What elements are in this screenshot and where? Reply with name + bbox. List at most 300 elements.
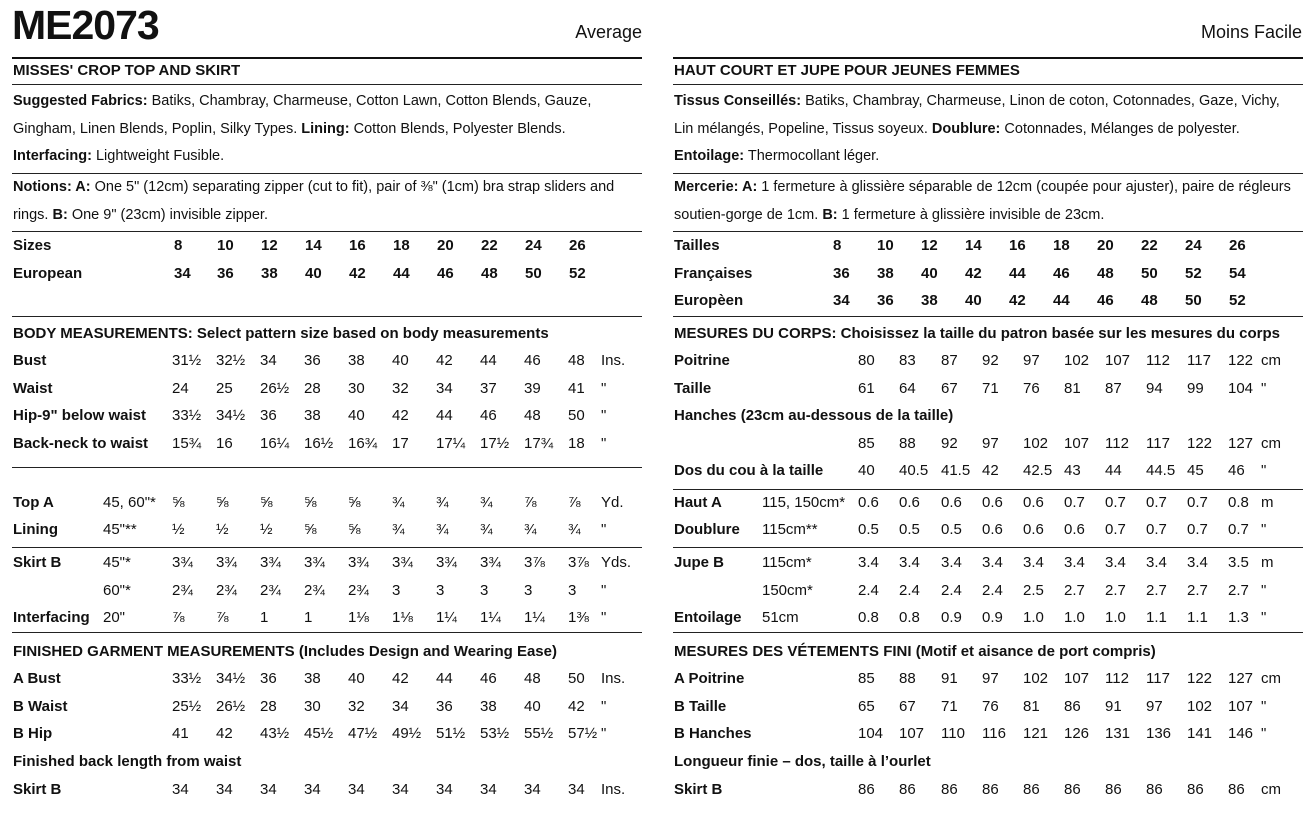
body-cell: 38 bbox=[348, 352, 365, 369]
back-neck-unit: " bbox=[1261, 462, 1267, 479]
notions-fr: Mercerie: A: 1 fermeture à glissière séparable de 12cm (coupée pour ajuster), paire de régleurs soutien-gorge de 1cm. B: 1 fermeture à glissière invisible de 23cm. bbox=[674, 179, 1291, 223]
finished-cell: 141 bbox=[1187, 725, 1213, 742]
body-cell: 34 bbox=[260, 352, 277, 369]
finished-cell: 38 bbox=[304, 670, 321, 687]
size-cell: 12 bbox=[921, 237, 938, 254]
finished-cell: 81 bbox=[1023, 698, 1040, 715]
european-row-label: Europèen bbox=[674, 292, 744, 309]
size-row-label: Sizes bbox=[13, 237, 52, 254]
body-row-label: Bust bbox=[13, 352, 47, 369]
finished-cell: 40 bbox=[524, 698, 541, 715]
finished-cell: 51½ bbox=[436, 725, 466, 742]
yardage-unit: " bbox=[601, 609, 607, 626]
francaises-cell: 42 bbox=[965, 265, 982, 282]
size-cell: 24 bbox=[1185, 237, 1202, 254]
body-cell: 28 bbox=[304, 380, 321, 397]
yardage-cell: ¾ bbox=[436, 494, 449, 511]
finished-row-label: A Bust bbox=[13, 670, 61, 687]
european-cell: 48 bbox=[481, 265, 498, 282]
finished-cell: 49½ bbox=[392, 725, 422, 742]
yardage-cell: 2¾ bbox=[260, 582, 281, 599]
yardage-cell: 1⅛ bbox=[348, 609, 369, 626]
back-length-cell: 34 bbox=[392, 781, 409, 798]
fabrics-en: Suggested Fabrics: Batiks, Chambray, Charmeuse, Cotton Lawn, Cotton Blends, Gauze, Gingham, Linen Blends, Poplin, Silky Types. Lining: Cotton Blends, Polyester Blends. Interfacing: Lightweight Fusible. bbox=[13, 93, 592, 164]
back-length-cell: 86 bbox=[1023, 781, 1040, 798]
body-row-label: Hip-9" below waist bbox=[13, 407, 146, 424]
size-cell: 26 bbox=[1229, 237, 1246, 254]
yardage-cell: ⅞ bbox=[524, 494, 537, 511]
body-cell: 48 bbox=[568, 352, 585, 369]
yardage-cell: ⅝ bbox=[172, 494, 185, 511]
yardage-row-label: Top A bbox=[13, 494, 54, 511]
yardage-cell: 0.6 bbox=[1064, 521, 1085, 538]
francaises-cell: 38 bbox=[877, 265, 894, 282]
finished-cell: 107 bbox=[1064, 670, 1090, 687]
yardage-cell: ½ bbox=[260, 521, 273, 538]
finished-cell: 116 bbox=[982, 725, 1006, 742]
yardage-cell: 0.7 bbox=[1228, 521, 1249, 538]
finished-cell: 146 bbox=[1228, 725, 1254, 742]
body-cell: 71 bbox=[982, 380, 999, 397]
finished-cell: 65 bbox=[858, 698, 875, 715]
yardage-cell: 1.0 bbox=[1023, 609, 1044, 626]
back-neck-cell: 44.5 bbox=[1146, 462, 1176, 479]
finished-cell: 34 bbox=[392, 698, 409, 715]
finished-row-label: B Waist bbox=[13, 698, 68, 715]
size-cell: 18 bbox=[393, 237, 410, 254]
body-cell: 41 bbox=[568, 380, 585, 397]
finished-row-label: B Taille bbox=[674, 698, 727, 715]
yardage-cell: ⅝ bbox=[348, 494, 361, 511]
yardage-fabric-width: 20" bbox=[103, 609, 126, 626]
yardage-cell: ¾ bbox=[524, 521, 537, 538]
european-cell: 34 bbox=[833, 292, 850, 309]
body-cell: 44 bbox=[436, 407, 453, 424]
finished-cell: 36 bbox=[260, 670, 277, 687]
yardage-cell: 3.4 bbox=[1105, 554, 1126, 571]
european-cell: 48 bbox=[1141, 292, 1158, 309]
size-row-label: Tailles bbox=[674, 237, 720, 254]
difficulty-en: Average bbox=[575, 22, 642, 42]
yardage-row-label: Skirt B bbox=[13, 554, 62, 571]
yardage-cell: 2.4 bbox=[899, 582, 920, 599]
yardage-cell: 0.7 bbox=[1187, 494, 1208, 511]
yardage-cell: ⅞ bbox=[568, 494, 581, 511]
finished-cell: 26½ bbox=[216, 698, 246, 715]
yardage-cell: ¾ bbox=[480, 521, 493, 538]
size-cell: 26 bbox=[569, 237, 586, 254]
yardage-cell: ⅝ bbox=[304, 521, 317, 538]
body-cell: 26½ bbox=[260, 380, 290, 397]
finished-cell: 110 bbox=[941, 725, 965, 742]
finished-unit: cm bbox=[1261, 670, 1281, 687]
yardage-fabric-width: 115cm** bbox=[762, 521, 818, 538]
yardage-cell: 0.6 bbox=[1023, 521, 1044, 538]
yardage-cell: ¾ bbox=[480, 494, 493, 511]
back-neck-cell: 40.5 bbox=[899, 462, 929, 479]
yardage-cell: ⅝ bbox=[216, 494, 229, 511]
european-cell: 40 bbox=[965, 292, 982, 309]
yardage-fabric-width: 115cm* bbox=[762, 554, 812, 571]
european-cell: 36 bbox=[877, 292, 894, 309]
hip-label: Hanches (23cm au-dessous de la taille) bbox=[674, 407, 954, 424]
hip-cell: 97 bbox=[982, 435, 999, 452]
yardage-cell: 0.6 bbox=[858, 494, 879, 511]
yardage-cell: 0.6 bbox=[982, 521, 1003, 538]
body-cell: 15¾ bbox=[172, 435, 202, 452]
yardage-cell: 2.7 bbox=[1146, 582, 1167, 599]
european-cell: 52 bbox=[1229, 292, 1246, 309]
yardage-fabric-width: 45, 60"* bbox=[103, 494, 156, 511]
notions-en: Notions: A: One 5" (12cm) separating zipper (cut to fit), pair of ⅜" (1cm) bra strap sliders and rings. B: One 9" (23cm) invisible zipper. bbox=[13, 179, 615, 223]
yardage-cell: ½ bbox=[216, 521, 229, 538]
yardage-cell: ¾ bbox=[392, 494, 405, 511]
finished-cell: 97 bbox=[1146, 698, 1163, 715]
yardage-cell: 1⅛ bbox=[392, 609, 413, 626]
finished-cell: 40 bbox=[348, 670, 365, 687]
back-length-cell: 34 bbox=[436, 781, 453, 798]
body-cell: 122 bbox=[1228, 352, 1254, 369]
body-row-label: Back-neck to waist bbox=[13, 435, 149, 452]
yardage-cell: 1¼ bbox=[524, 609, 545, 626]
body-cell: 67 bbox=[941, 380, 958, 397]
size-cell: 20 bbox=[1097, 237, 1114, 254]
yardage-cell: 2.7 bbox=[1105, 582, 1126, 599]
body-cell: 46 bbox=[480, 407, 497, 424]
finished-cell: 42 bbox=[216, 725, 233, 742]
finished-cell: 32 bbox=[348, 698, 365, 715]
finished-cell: 34½ bbox=[216, 670, 246, 687]
yardage-cell: 2¾ bbox=[348, 582, 369, 599]
francaises-cell: 36 bbox=[833, 265, 850, 282]
yardage-cell: 0.8 bbox=[1228, 494, 1249, 511]
yardage-fabric-width: 150cm* bbox=[762, 582, 813, 599]
body-cell: 17¼ bbox=[436, 435, 466, 452]
hip-cell: 107 bbox=[1064, 435, 1090, 452]
body-cell: 107 bbox=[1105, 352, 1131, 369]
yardage-cell: 0.6 bbox=[1023, 494, 1044, 511]
size-cell: 14 bbox=[965, 237, 982, 254]
finished-unit: " bbox=[601, 698, 607, 715]
body-cell: 36 bbox=[304, 352, 321, 369]
yardage-cell: 0.6 bbox=[982, 494, 1003, 511]
body-cell: 80 bbox=[858, 352, 875, 369]
yardage-cell: 0.7 bbox=[1146, 494, 1167, 511]
francaises-cell: 44 bbox=[1009, 265, 1026, 282]
body-cell: 42 bbox=[436, 352, 453, 369]
yardage-cell: 0.5 bbox=[941, 521, 962, 538]
european-cell: 38 bbox=[261, 265, 278, 282]
finished-row-label: B Hip bbox=[13, 725, 53, 742]
body-title-en: BODY MEASUREMENTS: Select pattern size based on body measurements bbox=[13, 325, 549, 342]
body-cell: 99 bbox=[1187, 380, 1204, 397]
finished-cell: 30 bbox=[304, 698, 321, 715]
finished-row-label: A Poitrine bbox=[674, 670, 745, 687]
yardage-fabric-width: 45"* bbox=[103, 554, 131, 571]
finished-cell: 25½ bbox=[172, 698, 202, 715]
back-length-cell: 34 bbox=[172, 781, 189, 798]
body-cell: 17 bbox=[392, 435, 409, 452]
yardage-cell: ⅞ bbox=[216, 609, 229, 626]
yardage-cell: ⅝ bbox=[304, 494, 317, 511]
yardage-cell: 3¾ bbox=[392, 554, 413, 571]
hip-cell: 85 bbox=[858, 435, 875, 452]
body-cell: 97 bbox=[1023, 352, 1040, 369]
finished-cell: 117 bbox=[1146, 670, 1170, 687]
yardage-cell: 1 bbox=[260, 609, 269, 626]
yardage-cell: ⅞ bbox=[172, 609, 185, 626]
body-cell: 42 bbox=[392, 407, 409, 424]
francaises-cell: 54 bbox=[1229, 265, 1246, 282]
yardage-cell: 3.4 bbox=[858, 554, 879, 571]
finished-cell: 57½ bbox=[568, 725, 598, 742]
finished-cell: 42 bbox=[568, 698, 585, 715]
size-cell: 10 bbox=[217, 237, 234, 254]
yardage-fabric-width: 60"* bbox=[103, 582, 131, 599]
body-cell: 16¼ bbox=[260, 435, 290, 452]
back-length-cell: 86 bbox=[1228, 781, 1245, 798]
yardage-cell: 3.4 bbox=[941, 554, 962, 571]
finished-cell: 48 bbox=[524, 670, 541, 687]
size-cell: 16 bbox=[1009, 237, 1026, 254]
back-neck-cell: 42 bbox=[982, 462, 999, 479]
back-neck-cell: 41.5 bbox=[941, 462, 971, 479]
hip-cell: 92 bbox=[941, 435, 958, 452]
title-en: MISSES' CROP TOP AND SKIRT bbox=[13, 62, 241, 79]
back-length-unit: Ins. bbox=[601, 781, 626, 798]
yardage-cell: 1.3 bbox=[1228, 609, 1249, 626]
finished-cell: 102 bbox=[1187, 698, 1213, 715]
body-row-label: Waist bbox=[13, 380, 53, 397]
finished-cell: 50 bbox=[568, 670, 585, 687]
yardage-cell: 1¼ bbox=[436, 609, 457, 626]
body-cell: 81 bbox=[1064, 380, 1081, 397]
body-unit: " bbox=[601, 380, 607, 397]
body-cell: 16½ bbox=[304, 435, 334, 452]
yardage-cell: 2.4 bbox=[982, 582, 1003, 599]
yardage-cell: 1.1 bbox=[1187, 609, 1208, 626]
body-cell: 34 bbox=[436, 380, 453, 397]
hip-cell: 122 bbox=[1187, 435, 1213, 452]
european-cell: 40 bbox=[305, 265, 322, 282]
yardage-cell: 2.4 bbox=[858, 582, 879, 599]
finished-cell: 46 bbox=[480, 670, 497, 687]
yardage-cell: 2¾ bbox=[304, 582, 325, 599]
back-length-cell: 34 bbox=[480, 781, 497, 798]
yardage-cell: 3.4 bbox=[1187, 554, 1208, 571]
yardage-cell: 2¾ bbox=[172, 582, 193, 599]
body-cell: 46 bbox=[524, 352, 541, 369]
finished-cell: 121 bbox=[1023, 725, 1049, 742]
european-cell: 50 bbox=[525, 265, 542, 282]
back-length-title-en: Finished back length from waist bbox=[13, 753, 242, 770]
yardage-unit: Yd. bbox=[601, 494, 624, 511]
body-cell: 34½ bbox=[216, 407, 246, 424]
yardage-cell: 3 bbox=[436, 582, 445, 599]
yardage-fabric-width: 115, 150cm* bbox=[762, 494, 846, 511]
back-length-cell: 86 bbox=[1187, 781, 1204, 798]
yardage-unit: m bbox=[1261, 554, 1274, 571]
yardage-row-label: Lining bbox=[13, 521, 58, 538]
yardage-cell: 3.4 bbox=[1146, 554, 1167, 571]
yardage-cell: 3¾ bbox=[436, 554, 457, 571]
finished-cell: 41 bbox=[172, 725, 189, 742]
back-length-unit: cm bbox=[1261, 781, 1281, 798]
back-length-cell: 86 bbox=[1105, 781, 1122, 798]
difficulty-fr: Moins Facile bbox=[1200, 22, 1302, 42]
yardage-cell: 3.4 bbox=[1023, 554, 1044, 571]
yardage-unit: " bbox=[1261, 521, 1267, 538]
yardage-cell: 3¾ bbox=[304, 554, 325, 571]
yardage-cell: 3⅞ bbox=[568, 554, 589, 571]
back-neck-cell: 45 bbox=[1187, 462, 1204, 479]
yardage-cell: ¾ bbox=[392, 521, 405, 538]
back-neck-cell: 43 bbox=[1064, 462, 1081, 479]
finished-cell: 88 bbox=[899, 670, 916, 687]
body-cell: 36 bbox=[260, 407, 277, 424]
body-cell: 40 bbox=[348, 407, 365, 424]
body-unit: " bbox=[601, 435, 607, 452]
size-cell: 8 bbox=[833, 237, 842, 254]
body-row-label: Poitrine bbox=[674, 352, 730, 369]
body-cell: 117 bbox=[1187, 352, 1211, 369]
francaises-cell: 50 bbox=[1141, 265, 1158, 282]
yardage-cell: ½ bbox=[172, 521, 185, 538]
finished-cell: 53½ bbox=[480, 725, 510, 742]
back-length-cell: 86 bbox=[858, 781, 875, 798]
back-length-cell: 34 bbox=[304, 781, 321, 798]
size-cell: 14 bbox=[305, 237, 322, 254]
yardage-unit: Yds. bbox=[601, 554, 632, 571]
yardage-cell: 0.8 bbox=[899, 609, 920, 626]
back-length-row-label: Skirt B bbox=[674, 781, 723, 798]
european-cell: 44 bbox=[393, 265, 410, 282]
european-cell: 50 bbox=[1185, 292, 1202, 309]
yardage-unit: " bbox=[1261, 582, 1267, 599]
body-cell: 87 bbox=[941, 352, 958, 369]
yardage-cell: 0.6 bbox=[899, 494, 920, 511]
body-unit: " bbox=[601, 407, 607, 424]
yardage-cell: 2¾ bbox=[216, 582, 237, 599]
body-cell: 64 bbox=[899, 380, 916, 397]
yardage-unit: " bbox=[601, 521, 607, 538]
yardage-cell: 1 bbox=[304, 609, 313, 626]
francaises-row-label: Françaises bbox=[674, 265, 753, 282]
back-length-cell: 34 bbox=[524, 781, 541, 798]
yardage-unit: " bbox=[1261, 609, 1267, 626]
size-cell: 18 bbox=[1053, 237, 1070, 254]
back-length-cell: 86 bbox=[1146, 781, 1163, 798]
hip-unit: cm bbox=[1261, 435, 1281, 452]
pattern-code: ME2073 bbox=[12, 2, 159, 48]
hip-cell: 102 bbox=[1023, 435, 1049, 452]
body-cell: 37 bbox=[480, 380, 497, 397]
body-cell: 76 bbox=[1023, 380, 1040, 397]
finished-cell: 33½ bbox=[172, 670, 202, 687]
size-cell: 20 bbox=[437, 237, 454, 254]
yardage-cell: 0.8 bbox=[858, 609, 879, 626]
european-cell: 42 bbox=[349, 265, 366, 282]
body-title-fr: MESURES DU CORPS: Choisissez la taille du patron basée sur les mesures du corps bbox=[674, 325, 1281, 342]
back-length-row-label: Skirt B bbox=[13, 781, 62, 798]
body-unit: cm bbox=[1261, 352, 1281, 369]
yardage-cell: 3 bbox=[524, 582, 533, 599]
finished-cell: 126 bbox=[1064, 725, 1090, 742]
finished-cell: 44 bbox=[436, 670, 453, 687]
back-length-cell: 34 bbox=[260, 781, 277, 798]
yardage-cell: 3¾ bbox=[260, 554, 281, 571]
finished-cell: 112 bbox=[1105, 670, 1129, 687]
finished-cell: 43½ bbox=[260, 725, 290, 742]
back-length-title-fr: Longueur finie – dos, taille à l’ourlet bbox=[674, 753, 931, 770]
yardage-unit: m bbox=[1261, 494, 1274, 511]
finished-cell: 107 bbox=[899, 725, 925, 742]
yardage-row-label: Jupe B bbox=[674, 554, 725, 571]
yardage-cell: 3.4 bbox=[899, 554, 920, 571]
francaises-cell: 40 bbox=[921, 265, 938, 282]
size-cell: 8 bbox=[174, 237, 183, 254]
body-cell: 16 bbox=[216, 435, 233, 452]
back-neck-cell: 40 bbox=[858, 462, 875, 479]
back-neck-row-label: Dos du cou à la taille bbox=[674, 462, 824, 479]
body-cell: 87 bbox=[1105, 380, 1122, 397]
size-cell: 12 bbox=[261, 237, 278, 254]
body-cell: 16¾ bbox=[348, 435, 378, 452]
yardage-cell: 0.5 bbox=[899, 521, 920, 538]
yardage-cell: 2.7 bbox=[1187, 582, 1208, 599]
finished-cell: 122 bbox=[1187, 670, 1213, 687]
finished-title-fr: MESURES DES VÉTEMENTS FINI (Motif et aisance de port compris) bbox=[674, 643, 1156, 660]
body-cell: 25 bbox=[216, 380, 233, 397]
body-cell: 31½ bbox=[172, 352, 202, 369]
fabrics-fr: Tissus Conseillés: Batiks, Chambray, Charmeuse, Linon de coton, Cotonnades, Gaze, Vichy, Lin mélangés, Popeline, Tissus soyeux. Doublure: Cotonnades, Mélanges de polyester. Entoilage: Thermocollant léger. bbox=[674, 93, 1280, 164]
yardage-cell: 0.9 bbox=[941, 609, 962, 626]
yardage-cell: 2.7 bbox=[1228, 582, 1249, 599]
hip-cell: 112 bbox=[1105, 435, 1129, 452]
finished-cell: 28 bbox=[260, 698, 277, 715]
yardage-row-label: Haut A bbox=[674, 494, 722, 511]
yardage-cell: 1.1 bbox=[1146, 609, 1167, 626]
finished-cell: 67 bbox=[899, 698, 916, 715]
yardage-cell: 3¾ bbox=[216, 554, 237, 571]
yardage-cell: 3 bbox=[480, 582, 489, 599]
finished-cell: 104 bbox=[858, 725, 884, 742]
body-cell: 17¾ bbox=[524, 435, 554, 452]
finished-cell: 42 bbox=[392, 670, 409, 687]
yardage-cell: 0.7 bbox=[1146, 521, 1167, 538]
body-cell: 94 bbox=[1146, 380, 1163, 397]
yardage-cell: 0.6 bbox=[941, 494, 962, 511]
yardage-row-label: Doublure bbox=[674, 521, 740, 538]
back-length-cell: 86 bbox=[1064, 781, 1081, 798]
yardage-cell: 3.4 bbox=[982, 554, 1003, 571]
yardage-cell: 0.7 bbox=[1064, 494, 1085, 511]
finished-cell: 47½ bbox=[348, 725, 378, 742]
yardage-cell: ⅝ bbox=[348, 521, 361, 538]
francaises-cell: 46 bbox=[1053, 265, 1070, 282]
yardage-fabric-width: 51cm bbox=[762, 609, 799, 626]
finished-cell: 45½ bbox=[304, 725, 334, 742]
finished-cell: 76 bbox=[982, 698, 999, 715]
finished-cell: 107 bbox=[1228, 698, 1254, 715]
yardage-cell: 3.4 bbox=[1064, 554, 1085, 571]
body-cell: 112 bbox=[1146, 352, 1170, 369]
yardage-cell: ⅝ bbox=[260, 494, 273, 511]
back-length-cell: 34 bbox=[568, 781, 585, 798]
yardage-unit: " bbox=[601, 582, 607, 599]
european-row-label: European bbox=[13, 265, 83, 282]
finished-unit: " bbox=[1261, 698, 1267, 715]
